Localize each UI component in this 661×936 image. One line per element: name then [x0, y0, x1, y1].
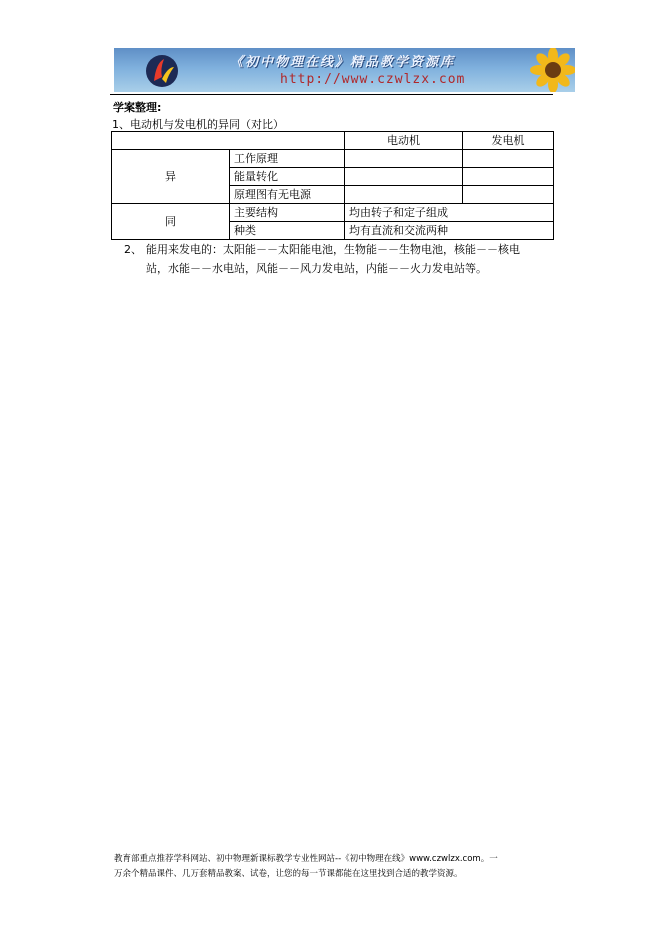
comparison-table	[111, 131, 554, 240]
table-cell	[345, 168, 463, 186]
table-corner-cell	[112, 132, 345, 150]
table-row	[112, 150, 554, 168]
table-header-row	[112, 132, 554, 150]
col-header-motor: 电动机	[345, 132, 463, 150]
row-value: 均由转子和定子组成	[345, 204, 554, 222]
row-label: 主要结构	[230, 204, 345, 222]
section2-line2: 站，水能－－水电站，风能－－风力发电站，内能－－火力发电站等。	[146, 262, 487, 275]
row-label: 原理图有无电源	[230, 186, 345, 204]
banner-title: 《初中物理在线》精品教学资源库	[230, 55, 456, 70]
table-cell	[463, 150, 554, 168]
footer-note	[114, 852, 560, 882]
section2-line1: 能用来发电的：太阳能－－太阳能电池，生物能－－生物电池，核能－－核电	[146, 243, 520, 256]
footer-line2: 万余个精品课件、几万套精品教案、试卷，让您的每一节课都能在这里找到合适的教学资源。	[114, 869, 463, 879]
sunflower-icon	[515, 48, 575, 92]
table-cell	[463, 168, 554, 186]
col-header-generator: 发电机	[463, 132, 554, 150]
section-heading: 学案整理:	[113, 101, 162, 114]
table-cell	[345, 150, 463, 168]
section1-title: 1、电动机与发电机的异同（对比）	[112, 118, 284, 131]
section2-number: 2、	[124, 243, 142, 256]
header-banner	[114, 48, 575, 92]
table-row	[112, 204, 554, 222]
diff-group-label: 异	[112, 150, 230, 204]
table-cell	[345, 186, 463, 204]
section2-paragraph	[124, 240, 564, 278]
row-label: 工作原理	[230, 150, 345, 168]
row-label: 种类	[230, 222, 345, 240]
site-logo-icon	[142, 53, 182, 89]
same-group-label: 同	[112, 204, 230, 240]
banner-url: http://www.czwlzx.com	[280, 72, 466, 87]
footer-line1: 教育部重点推荐学科网站、初中物理新课标教学专业性网站--《初中物理在线》www.czwlzx.com。一	[114, 854, 498, 864]
row-label: 能量转化	[230, 168, 345, 186]
row-value: 均有直流和交流两种	[345, 222, 554, 240]
table-cell	[463, 186, 554, 204]
header-rule	[110, 94, 553, 95]
